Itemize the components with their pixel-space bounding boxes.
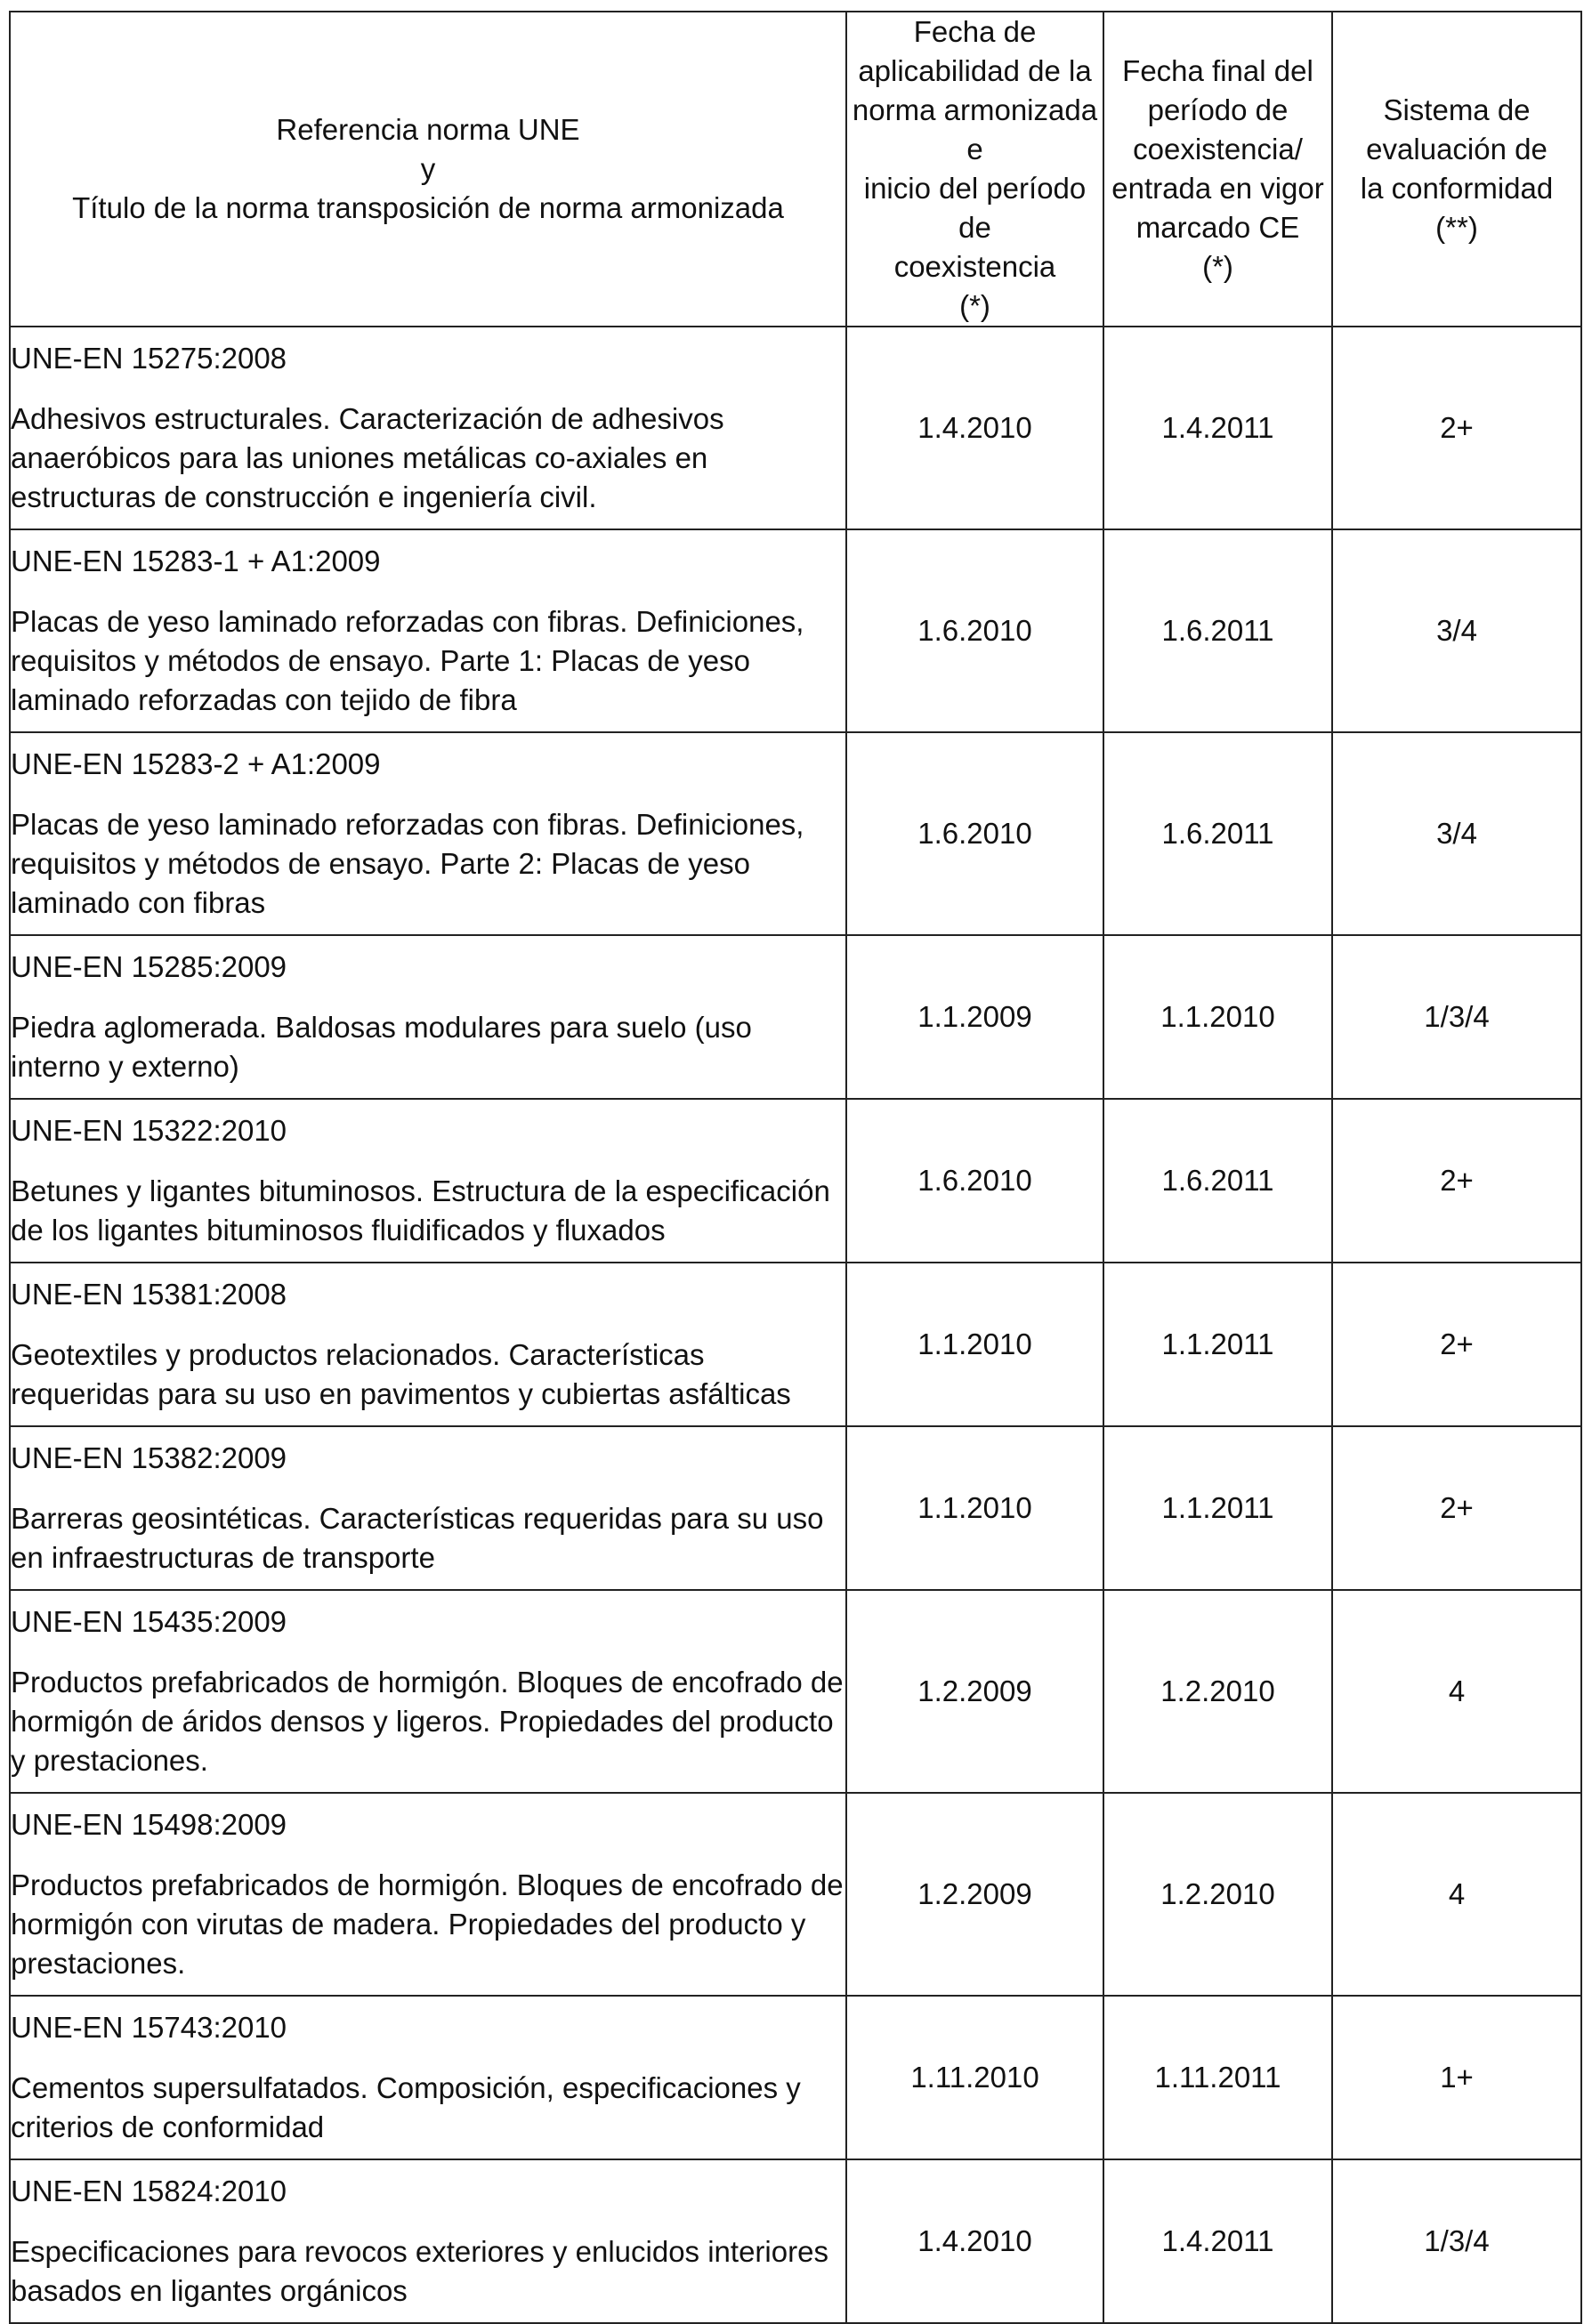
norm-title: Productos prefabricados de hormigón. Bloques de encofrado de hormigón de áridos densos y ligeros. Propiedades del producto y prestaciones. [11, 1666, 844, 1777]
header-start-date-line: norma armonizada e [852, 93, 1098, 165]
table-row [10, 327, 1581, 529]
header-end-date-line: coexistencia/ [1133, 133, 1303, 165]
end-date-cell: 1.11.2011 [1103, 1996, 1332, 2159]
end-date-cell: 1.1.2010 [1103, 935, 1332, 1099]
header-start-date-line: coexistencia [893, 250, 1056, 283]
header-start-date [846, 12, 1103, 327]
start-date-cell: 1.2.2009 [846, 1590, 1103, 1793]
start-date-cell: 1.2.2009 [846, 1793, 1103, 1996]
table-row [10, 529, 1581, 732]
header-end-date-line: Fecha final del [1122, 54, 1313, 87]
header-end-date-line: entrada en vigor [1111, 172, 1324, 205]
norm-cell [10, 935, 846, 1099]
norm-title: Cementos supersulfatados. Composición, especificaciones y criterios de conformidad [11, 2071, 801, 2143]
end-date-cell: 1.1.2011 [1103, 1263, 1332, 1426]
system-cell: 1/3/4 [1332, 935, 1581, 1099]
norm-cell [10, 1793, 846, 1996]
norm-reference: UNE-EN 15285:2009 [11, 950, 287, 983]
header-start-date-line: inicio del período de [863, 172, 1087, 244]
norm-title: Betunes y ligantes bituminosos. Estructura de la especificación de los ligantes bituminosos fluidificados y fluxados [11, 1174, 830, 1247]
header-system-line: (**) [1435, 211, 1478, 244]
table-row [10, 1426, 1581, 1590]
norm-reference: UNE-EN 15283-1 + A1:2009 [11, 545, 381, 577]
norm-cell [10, 732, 846, 935]
norm-reference: UNE-EN 15498:2009 [11, 1808, 287, 1841]
header-start-date-line: (*) [959, 289, 990, 322]
norm-cell [10, 1996, 846, 2159]
norm-title: Especificaciones para revocos exteriores y enlucidos interiores basados en ligantes orgánicos [11, 2235, 828, 2307]
norm-reference: UNE-EN 15743:2010 [11, 2011, 287, 2044]
end-date-cell: 1.2.2010 [1103, 1590, 1332, 1793]
table-row [10, 1263, 1581, 1426]
norm-reference: UNE-EN 15824:2010 [11, 2175, 287, 2207]
header-system-line: evaluación de [1366, 133, 1548, 165]
start-date-cell: 1.6.2010 [846, 732, 1103, 935]
norm-title: Placas de yeso laminado reforzadas con fibras. Definiciones, requisitos y métodos de ensayo. Parte 1: Placas de yeso laminado reforzadas con tejido de fibra [11, 605, 804, 716]
table-row [10, 1590, 1581, 1793]
start-date-cell: 1.4.2010 [846, 2159, 1103, 2323]
header-start-date-line: Fecha de [913, 15, 1037, 48]
system-cell: 2+ [1332, 1426, 1581, 1590]
table-row [10, 1793, 1581, 1996]
norm-reference: UNE-EN 15435:2009 [11, 1605, 287, 1638]
header-end-date-line: período de [1147, 93, 1289, 126]
start-date-cell: 1.11.2010 [846, 1996, 1103, 2159]
system-cell: 4 [1332, 1793, 1581, 1996]
norm-cell [10, 2159, 846, 2323]
start-date-cell: 1.1.2009 [846, 935, 1103, 1099]
end-date-cell: 1.6.2011 [1103, 1099, 1332, 1263]
table-row [10, 1099, 1581, 1263]
norm-cell [10, 327, 846, 529]
end-date-cell: 1.6.2011 [1103, 732, 1332, 935]
norm-title: Adhesivos estructurales. Caracterización de adhesivos anaeróbicos para las uniones metálicas co-axiales en estructuras de construcción e ingeniería civil. [11, 402, 724, 513]
system-cell: 3/4 [1332, 529, 1581, 732]
table-row [10, 1996, 1581, 2159]
header-reference-line: Referencia norma UNE [276, 113, 580, 146]
harmonized-standards-table [9, 11, 1582, 2324]
header-conformity-system [1332, 12, 1581, 327]
norm-title: Barreras geosintéticas. Características requeridas para su uso en infraestructuras de transporte [11, 1502, 824, 1574]
header-system-line: la conformidad [1360, 172, 1554, 205]
norm-cell [10, 1099, 846, 1263]
table-row [10, 732, 1581, 935]
norm-title: Placas de yeso laminado reforzadas con fibras. Definiciones, requisitos y métodos de ensayo. Parte 2: Placas de yeso laminado con fibras [11, 808, 804, 919]
norm-reference: UNE-EN 15381:2008 [11, 1278, 287, 1311]
table-row [10, 935, 1581, 1099]
norm-reference: UNE-EN 15283-2 + A1:2009 [11, 747, 381, 780]
header-reference-line: Título de la norma transposición de norma armonizada [72, 191, 784, 224]
norm-cell [10, 529, 846, 732]
norm-cell [10, 1263, 846, 1426]
header-end-date [1103, 12, 1332, 327]
start-date-cell: 1.1.2010 [846, 1426, 1103, 1590]
table-row [10, 2159, 1581, 2323]
system-cell: 1/3/4 [1332, 2159, 1581, 2323]
end-date-cell: 1.4.2011 [1103, 327, 1332, 529]
start-date-cell: 1.6.2010 [846, 1099, 1103, 1263]
system-cell: 2+ [1332, 1263, 1581, 1426]
system-cell: 1+ [1332, 1996, 1581, 2159]
start-date-cell: 1.6.2010 [846, 529, 1103, 732]
norm-reference: UNE-EN 15382:2009 [11, 1441, 287, 1474]
header-end-date-line: marcado CE [1135, 211, 1300, 244]
header-reference-line: y [420, 152, 436, 185]
header-reference [10, 12, 846, 327]
norm-cell [10, 1426, 846, 1590]
system-cell: 2+ [1332, 1099, 1581, 1263]
norm-title: Geotextiles y productos relacionados. Características requeridas para su uso en pavimentos y cubiertas asfálticas [11, 1338, 791, 1410]
end-date-cell: 1.2.2010 [1103, 1793, 1332, 1996]
system-cell: 4 [1332, 1590, 1581, 1793]
system-cell: 3/4 [1332, 732, 1581, 935]
norm-title: Piedra aglomerada. Baldosas modulares para suelo (uso interno y externo) [11, 1011, 752, 1083]
start-date-cell: 1.4.2010 [846, 327, 1103, 529]
end-date-cell: 1.6.2011 [1103, 529, 1332, 732]
norm-reference: UNE-EN 15275:2008 [11, 342, 287, 375]
system-cell: 2+ [1332, 327, 1581, 529]
start-date-cell: 1.1.2010 [846, 1263, 1103, 1426]
end-date-cell: 1.4.2011 [1103, 2159, 1332, 2323]
norm-cell [10, 1590, 846, 1793]
end-date-cell: 1.1.2011 [1103, 1426, 1332, 1590]
norm-reference: UNE-EN 15322:2010 [11, 1114, 287, 1147]
header-start-date-line: aplicabilidad de la [858, 54, 1092, 87]
header-end-date-line: (*) [1202, 250, 1233, 283]
norm-title: Productos prefabricados de hormigón. Bloques de encofrado de hormigón con virutas de madera. Propiedades del producto y prestaciones. [11, 1868, 844, 1980]
header-row [10, 12, 1581, 327]
header-system-line: Sistema de [1383, 93, 1531, 126]
